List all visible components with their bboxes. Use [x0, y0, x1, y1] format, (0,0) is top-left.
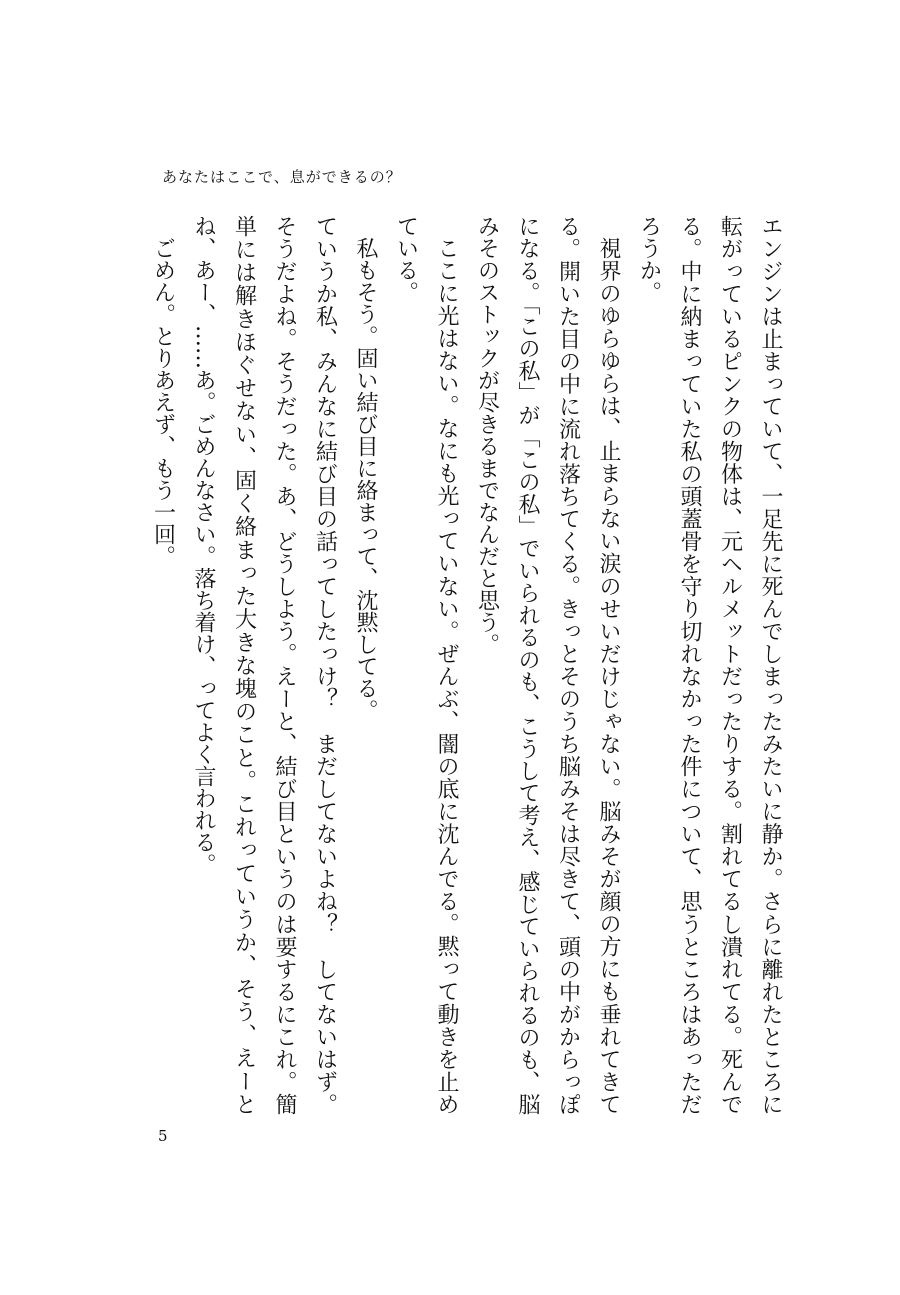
- running-header: あなたはここで、息ができるの？: [162, 168, 402, 186]
- paragraph: ていうか私、みんなに結び目の話ってしたっけ？ まだしてないよね？ してないはず。そうだよね。そうだった。あ、どうしよう。えーと、結び目というのは要するにこれ。簡単には解きほぐせない、固く絡まった大きな塊のこと。これっていうか、そう、えーとね、あー、……あ。ごめんなさい。落ち着け、ってよく言われる。: [191, 215, 338, 1115]
- paragraph: ここに光はない。なにも光っていない。ぜんぶ、闇の底に沈んでる。黙って動きを止めている。: [393, 215, 459, 1115]
- paragraph: 視界のゆらゆらは、止まらない涙のせいだけじゃない。脳みそが顔の方にも垂れてきてる。開いた目の中に流れ落ちてくる。きっとそのうち脳みそは尽きて、頭の中がからっぽになる。「この私」が「この私」でいられるのも、こうして考え、感じていられるのも、脳みそのストックが尽きるまでなんだと思う。: [474, 215, 621, 1115]
- paragraph: 私もそう。固い結び目に絡まって、沈黙してる。: [353, 237, 378, 721]
- paragraph: エンジンは止まっていて、一足先に死んでしまったみたいに静か。さらに離れたところに転がっているピンクの物体は、元ヘルメットだったりする。割れてるし潰れてる。死んでる。中に納まっていた私の頭蓋骨を守り切れなかった件について、思うところはあっただろうか。: [636, 215, 783, 1115]
- body-text: [118, 215, 790, 1115]
- page-number: 5: [158, 1127, 168, 1145]
- paragraph: ごめん。とりあえず、もう一回。: [150, 237, 176, 567]
